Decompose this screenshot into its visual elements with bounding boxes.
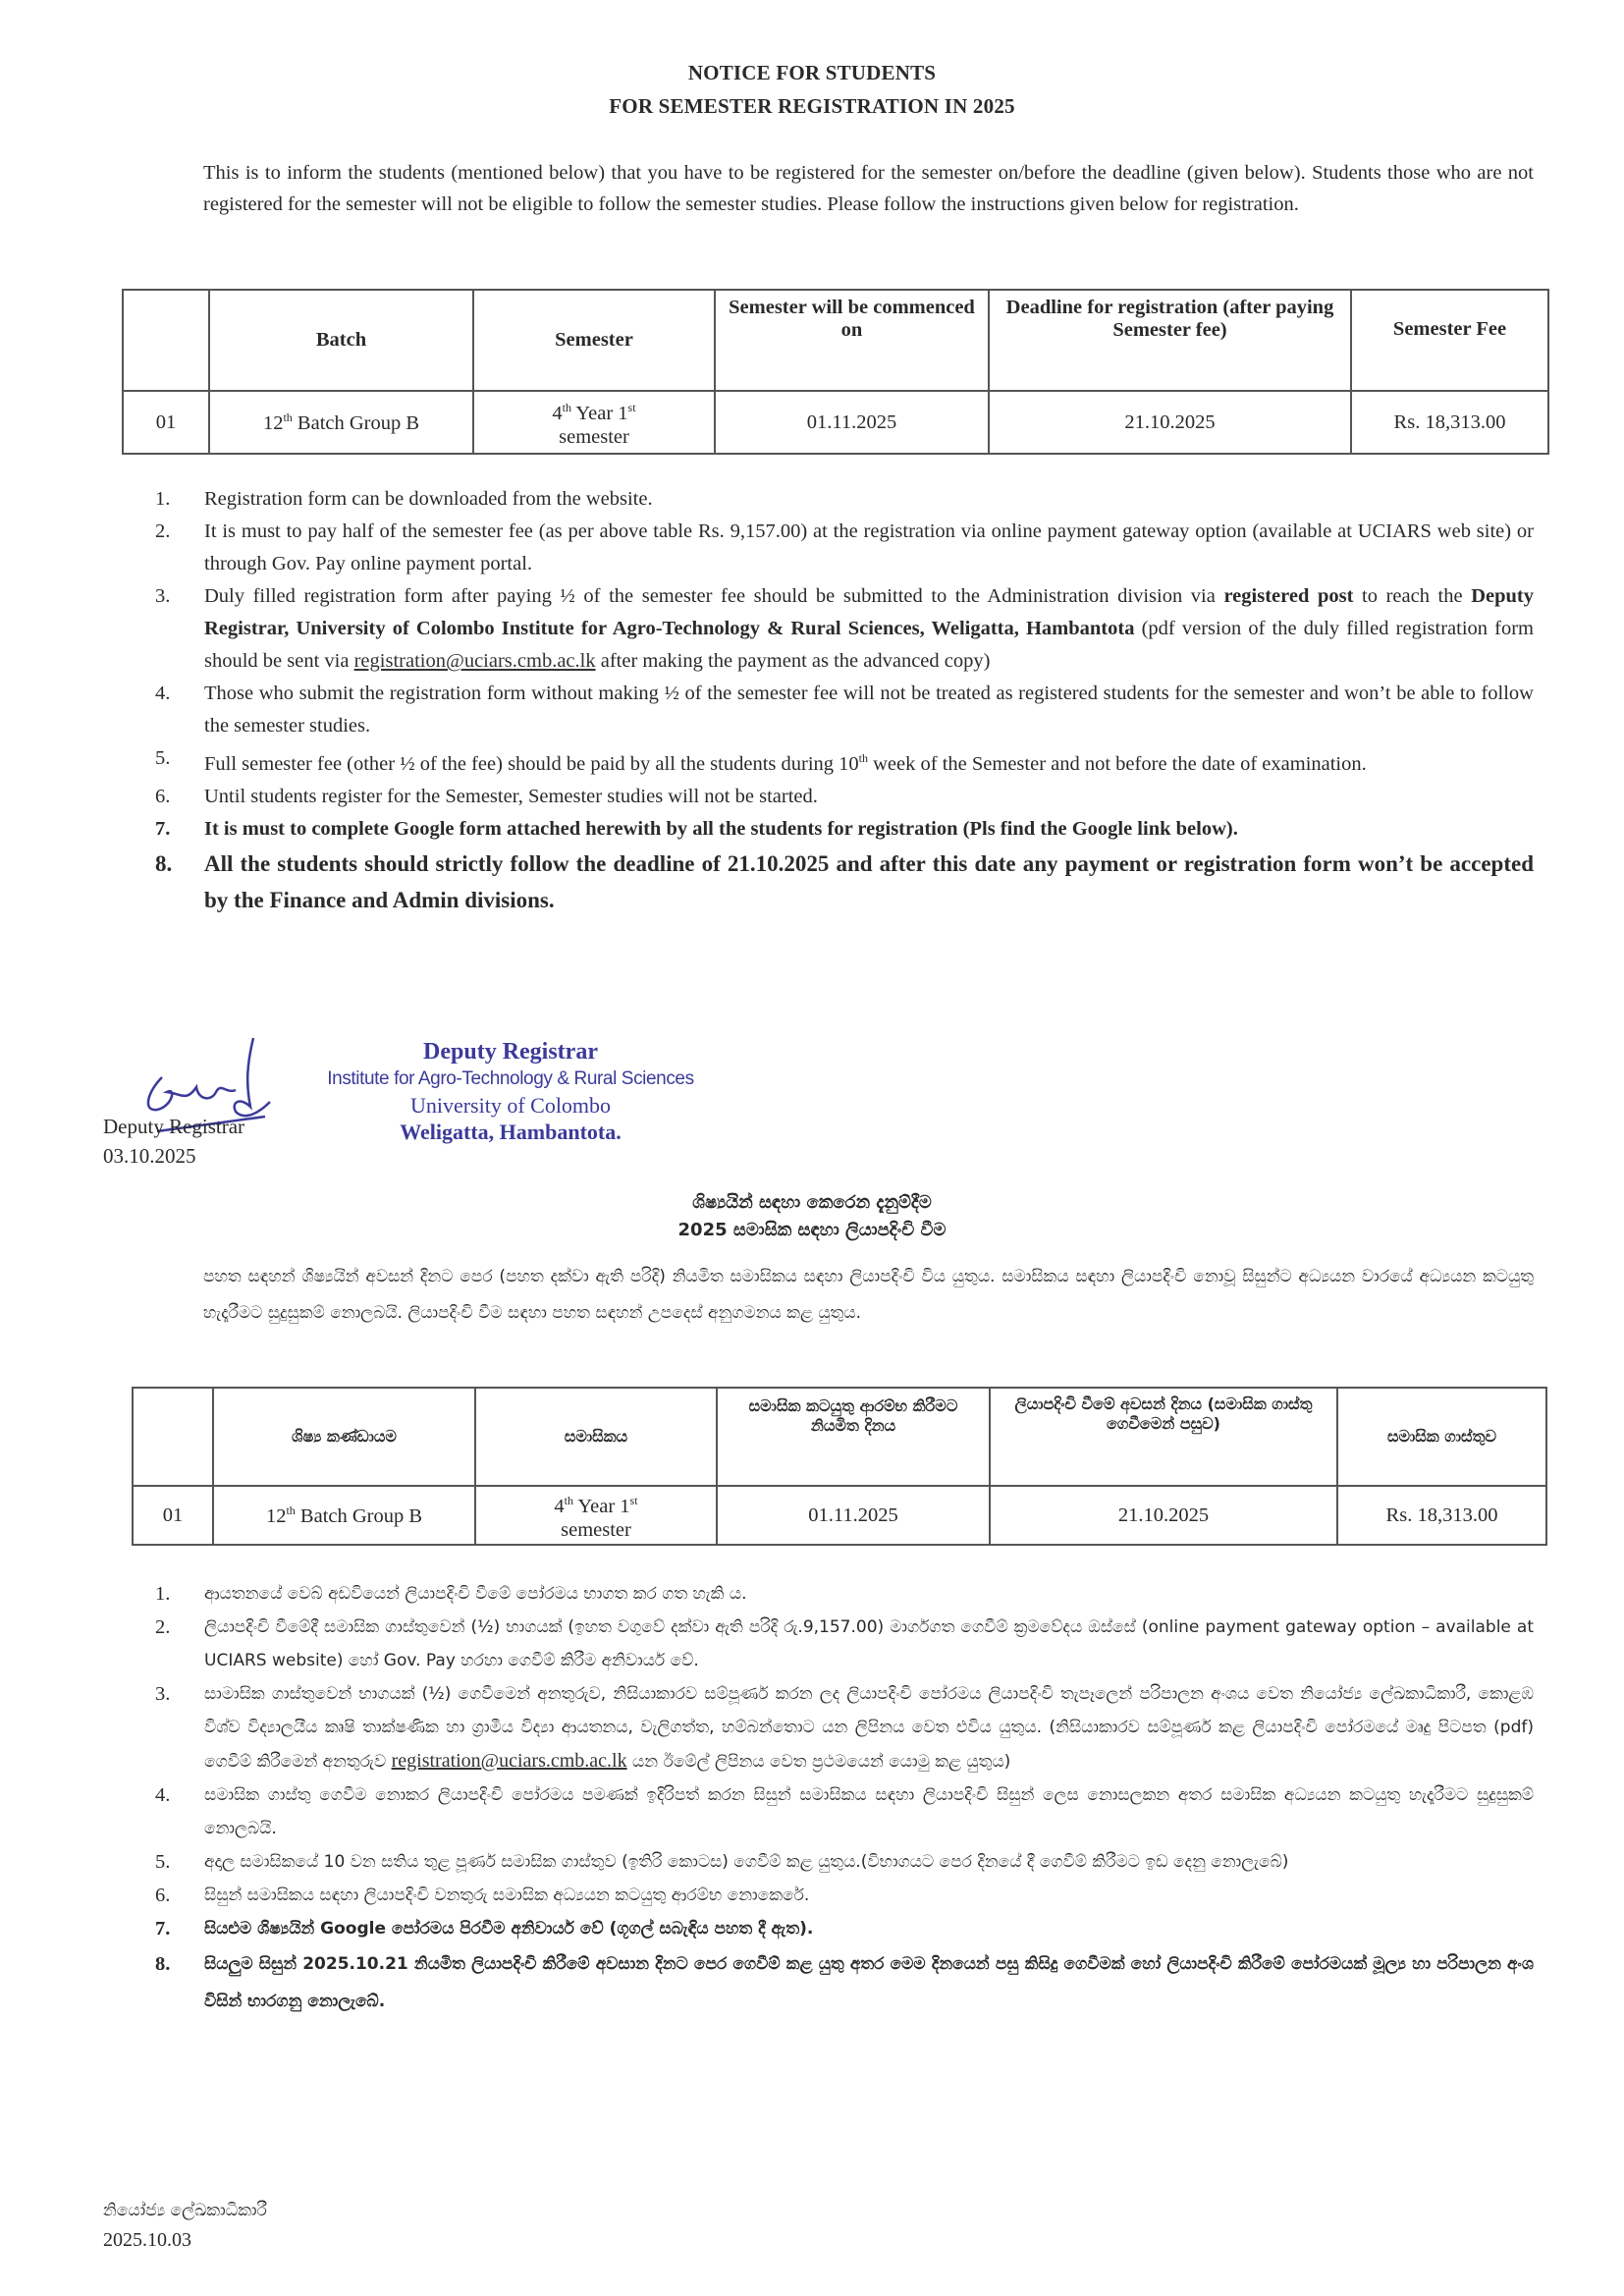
table-header-fee: Semester Fee (1351, 290, 1548, 391)
semester-suffix: st (629, 1494, 638, 1508)
instruction-item (155, 516, 1534, 580)
item-number: 4. (155, 1784, 171, 1806)
signatory-title: Deputy Registrar (103, 1115, 245, 1138)
stamp-location: Weligatta, Hambantota. (400, 1120, 622, 1144)
cell-fee: Rs. 18,313.00 (1337, 1486, 1546, 1545)
table-header-deadline: Deadline for registration (after paying Semester fee) (989, 290, 1351, 391)
instruction-item (155, 742, 1534, 781)
item-number: 6. (155, 1885, 171, 1906)
cell-semester (473, 391, 715, 454)
table-header-row (133, 1388, 1546, 1486)
sinhala-subtitle: 2025 සමාසික සඳහා ලියාපදිංචි වීම (677, 1220, 947, 1240)
item-text: after making the payment as the advanced copy) (595, 650, 991, 672)
instruction-item (155, 483, 1534, 516)
official-stamp (304, 1039, 717, 1145)
instruction-item (155, 1845, 1534, 1879)
semester-number: Year 1 (573, 1495, 630, 1517)
item-number: 7. (155, 817, 171, 840)
item-text: ලියාපදිංචි වීමේදී සමාසික ගාස්තුවෙන් (½) භාගයක් (ඉහත වගුවේ දක්වා ඇති පරිදි රු.9,157.00) මාර්ගගත ගෙවීම් ක්‍රමවේදය ඔස්සේ (online payment gateway option – available at UCIARS website) හෝ Gov. Pay හරහා ගෙවීම් කිරීම අනිවාර්ය වේ. (204, 1617, 1534, 1670)
sinhala-intro-paragraph: පහත සඳහන් ශිෂ්‍යයින් අවසන් දිනට පෙර (පහත දක්වා ඇති පරිදි) නියමිත සමාසිකය සඳහා ලියාපදිංචි විය යුතුය. සමාසිකය සඳහා ලියාපදිංචි නොවූ සිසුන්ට අධ්‍යයන වාරයේ අධ්‍යයන කටයුතු හැදෑරීමට සුදුසුකම් නොලබයි. ලියාපදිංචි වීම සඳහා පහත සඳහන් උපදෙස් අනුගමනය කළ යුතුය. (203, 1267, 1534, 1323)
cell-deadline: 21.10.2025 (990, 1486, 1337, 1545)
item-text: සාමාසික ගාස්තුවෙන් භාගයක් (½) ගෙවීමෙන් අනතුරුව, නිසියාකාරව සම්පූර්ණ කරන ලද ලියාපදිංචි පෝරමය ලියාපදිංචි තැපෑලෙන් පරිපාලන අංශය වෙත නියෝජ්‍ය ලේඛකාධිකාරී, කොළඹ විශ්ව විද්‍යාලයීය කෘෂි තාක්ෂණික හා ග්‍රාමීය විද්‍යා ආයතනය, වැලිගත්ත, හම්බන්තොට යන ලිපිනය වෙත එවිය යුතුය. (නිසියාකාරව සම්පූර්ණ කළ ලියාපදිංචි පෝරමයේ මෘදු පිටපත (pdf) ගෙවීම් කිරීමෙන් අනතුරුව (204, 1684, 1534, 1772)
cell-no: 01 (123, 391, 209, 454)
sinhala-signature-block (103, 2196, 267, 2255)
semester-suffix: st (627, 401, 636, 415)
instructions-list (155, 483, 1534, 918)
table-header-semester: Semester (473, 290, 715, 391)
item-number: 1. (155, 488, 171, 510)
item-text: සියලුම සිසුන් 2025.10.21 නියමිත ලියාපදිංචි කිරීමේ අවසාන දිනට පෙර ගෙවීම් කළ යුතු අතර මෙම දිනයෙන් පසු කිසිදු ගෙවීමක් හෝ ලියාපදිංචි කිරීමේ පෝරමයක් මූල්‍ය හා පරිපාලන අංශ විසින් භාරගනු නොලැබේ. (204, 1954, 1534, 2011)
instruction-item (155, 1778, 1534, 1845)
instruction-item (155, 678, 1534, 742)
table-header-commence: සමාසික කටයුතු ආරම්භ කිරීමට නියමිත දිනය (717, 1388, 990, 1486)
cell-commence: 01.11.2025 (715, 391, 989, 454)
table-header-commence: Semester will be commenced on (715, 290, 989, 391)
table-header-batch: Batch (209, 290, 473, 391)
batch-number: 12 (262, 411, 284, 434)
stamp-title: Deputy Registrar (423, 1039, 598, 1065)
notice-title: NOTICE FOR STUDENTS (687, 61, 937, 84)
table-header-no (133, 1388, 213, 1486)
stamp-institute: Institute for Agro-Technology & Rural Sciences (327, 1068, 694, 1089)
signature-block (103, 1112, 244, 1171)
table-header-batch: ශිෂ්‍ය කණ්ඩායම (213, 1388, 475, 1486)
item-number: 3. (155, 1683, 171, 1705)
instruction-item (155, 846, 1534, 918)
table-header-semester: සමාසිකය (475, 1388, 717, 1486)
batch-number: 12 (265, 1504, 287, 1527)
item-text: සමාසික ගාස්තු ගෙවීම නොකර ලියාපදිංචි පෝරමය පමණක් ඉදිරිපත් කරන සිසුන් සමාසිකය සඳහා ලියාපදිංචි සිසුන් ලෙස නොසලකන අතර සමාසික අධ්‍යයන කටයුතු හැදෑරීමට සුදුසුකම් නොලබයි. (204, 1785, 1534, 1838)
semester-number: Year 1 (571, 402, 628, 424)
registered-post-text: registered post (1223, 585, 1354, 607)
item-number: 8. (155, 850, 173, 876)
item-text: (pdf version of the duly filled registration form should be sent via (204, 618, 1534, 672)
semester-word: semester (561, 1518, 631, 1541)
week-suffix: th (858, 751, 868, 765)
item-text: Full semester fee (other ½ of the fee) should be paid by all the students during 10 (204, 752, 859, 775)
instruction-item (155, 813, 1534, 846)
signature-date: 2025.10.03 (103, 2229, 191, 2251)
table-header-no (123, 290, 209, 391)
address-text: Deputy Registrar, University of Colombo Institute for Agro-Technology & Rural Sciences, Weligatta, Hambantota (204, 585, 1534, 639)
instruction-item (155, 1945, 1534, 2020)
item-text: Until students register for the Semester, Semester studies will not be started. (204, 785, 818, 807)
instruction-item (155, 580, 1534, 678)
item-text: සියළුම ශිෂ්‍යයින් Google පෝරමය පිරවීම අනිවාර්ය වේ (ගූගල් සබැඳිය පහත දී ඇත). (204, 1919, 814, 1939)
signature-date: 03.10.2025 (103, 1144, 196, 1168)
cell-semester (475, 1486, 717, 1545)
table-row (123, 391, 1548, 454)
registration-table (122, 289, 1549, 455)
year-number: 4 (554, 1495, 565, 1517)
item-number: 5. (155, 747, 171, 769)
item-number: 1. (155, 1583, 171, 1605)
item-number: 4. (155, 683, 171, 704)
registration-email-link[interactable]: registration@uciars.cmb.ac.lk (391, 1750, 627, 1772)
item-text: Duly filled registration form after paying ½ of the semester fee should be submitted to the Administration division via (204, 585, 1224, 607)
table-header-deadline: ලියාපදිංචි වීමේ අවසන් දිනය (සමාසික ගාස්තු ගෙවීමෙන් පසුව) (990, 1388, 1337, 1486)
instruction-item (155, 781, 1534, 813)
sinhala-registration-table (132, 1387, 1547, 1546)
cell-no: 01 (133, 1486, 213, 1545)
instruction-item (155, 1677, 1534, 1778)
item-text: Those who submit the registration form without making ½ of the semester fee will not be treated as registered students for the semester and won’t be able to follow the semester studies. (204, 683, 1534, 737)
item-number: 5. (155, 1851, 171, 1873)
item-number: 2. (155, 1616, 171, 1638)
batch-label: Batch Group B (292, 411, 420, 434)
item-number: 7. (155, 1918, 171, 1940)
item-number: 8. (155, 1953, 171, 1975)
item-text: සිසුන් සමාසිකය සඳහා ලියාපදිංචි වනතුරු සමාසික අධ්‍යයන කටයුතු ආරම්භ නොකෙරේ. (204, 1886, 810, 1905)
item-text: week of the Semester and not before the date of examination. (868, 752, 1367, 775)
sinhala-instructions-list (155, 1577, 1534, 2020)
intro-paragraph: This is to inform the students (mentioned below) that you have to be registered for the semester on/before the deadline (given below). Students those who are not registered for the semester will not be eligible to follow the semester studies. Please follow the instructions given below for registration. (203, 162, 1534, 215)
item-number: 3. (155, 585, 171, 607)
batch-suffix: th (283, 410, 293, 424)
instruction-item (155, 1912, 1534, 1945)
stamp-university: University of Colombo (409, 1093, 612, 1118)
signatory-title: නියෝජ්‍ය ලේඛකාධිකාරී (103, 2201, 267, 2220)
item-text: යන ඊමේල් ලිපිනය වෙත ප්‍රථමයෙන් යොමු කළ යුතුය) (626, 1752, 1011, 1772)
item-text: ආයතනයේ වෙබ් අඩවියෙන් ලියාපදිංචි වීමේ පෝරමය භාගත කර ගත හැකි ය. (204, 1584, 747, 1604)
item-text: It is must to complete Google form attached herewith by all the students for registration (Pls find the Google link below). (204, 817, 1238, 840)
instruction-item (155, 1611, 1534, 1677)
cell-fee: Rs. 18,313.00 (1351, 391, 1548, 454)
year-suffix: th (564, 1494, 574, 1508)
registration-email-link[interactable]: registration@uciars.cmb.ac.lk (353, 650, 596, 672)
item-text: Registration form can be downloaded from the website. (204, 488, 653, 510)
cell-batch (209, 391, 473, 454)
notice-subtitle: FOR SEMESTER REGISTRATION IN 2025 (609, 94, 1015, 118)
table-header-fee: සමාසික ගාස්තුව (1337, 1388, 1546, 1486)
sinhala-title: ශිෂ්‍යයින් සඳහා කෙරෙන දැනුම්දීම (692, 1192, 932, 1213)
item-text: to reach the (1353, 585, 1472, 607)
item-text: All the students should strictly follow the deadline of 21.10.2025 and after this date any payment or registration form won’t be accepted by the Finance and Admin divisions. (204, 850, 1534, 912)
cell-deadline: 21.10.2025 (989, 391, 1351, 454)
cell-batch (213, 1486, 475, 1545)
item-text: අදාල සමාසිකයේ 10 වන සතිය තුළ පූර්ණ සමාසික ගාස්තුව (ඉතිරි කොටස) ගෙවීම් කළ යුතුය.(විභාගයට පෙර දිනයේ දී ගෙවීම් කිරීමට ඉඩ දෙනු නොලැබේ) (204, 1852, 1289, 1872)
item-number: 6. (155, 785, 171, 807)
table-header-row (123, 290, 1548, 391)
table-row (133, 1486, 1546, 1545)
item-text: It is must to pay half of the semester fee (as per above table Rs. 9,157.00) at the registration via online payment gateway option (available at UCIARS web site) or through Gov. Pay online payment portal. (204, 520, 1534, 574)
semester-word: semester (559, 425, 629, 448)
batch-suffix: th (286, 1503, 296, 1517)
batch-label: Batch Group B (295, 1504, 423, 1527)
cell-commence: 01.11.2025 (717, 1486, 990, 1545)
instruction-item (155, 1879, 1534, 1912)
year-number: 4 (552, 402, 563, 424)
item-number: 2. (155, 520, 171, 542)
year-suffix: th (562, 401, 572, 415)
instruction-item (155, 1577, 1534, 1611)
